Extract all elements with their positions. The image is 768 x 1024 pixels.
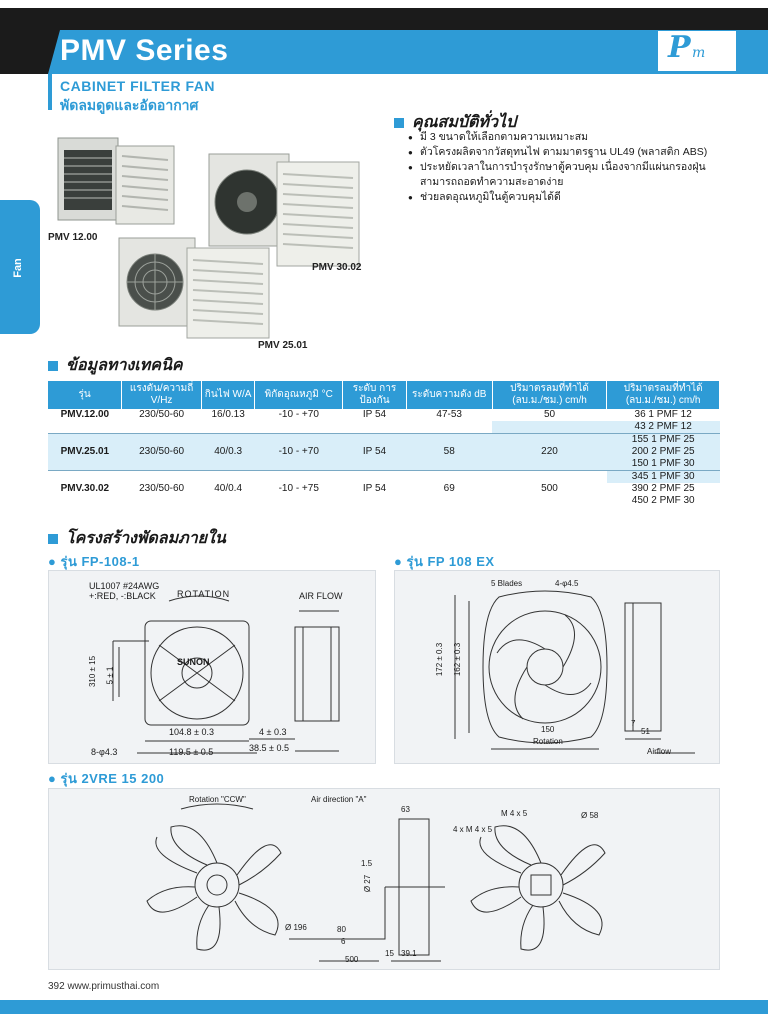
cell-filter: 43 2 PMF 12: [607, 421, 720, 434]
subtitle-accent-line: [48, 74, 52, 110]
diagram-label: 15: [385, 949, 394, 958]
diagram-2vre-drawing: [49, 789, 721, 971]
spec-table: [48, 381, 720, 507]
diagram-label: Ø 58: [581, 811, 599, 820]
cell-model: PMV.12.00: [48, 409, 122, 421]
heading-square-icon: [394, 118, 404, 128]
diagram-label: 80: [337, 925, 346, 934]
cell-flow: 50: [492, 409, 607, 421]
col-header-db: ระดับความดัง dB: [406, 381, 492, 409]
cell-db: 69: [406, 483, 492, 495]
cell-voltage: 230/50-60: [122, 446, 202, 458]
product-label-pmv-30: PMV 30.02: [312, 262, 362, 273]
cell-power: 16/0.13: [202, 409, 255, 421]
table-row: [48, 471, 720, 484]
cell-voltage: 230/50-60: [122, 409, 202, 421]
heading-square-icon: [48, 534, 58, 544]
product-label-pmv-25: PMV 25.01: [258, 340, 308, 351]
cell-model: PMV.30.02: [48, 483, 122, 495]
logo-sub-letter: m: [692, 45, 706, 61]
diagram-fp108-ex: [394, 570, 720, 764]
table-row: [48, 434, 720, 447]
diagram-label: 38.5 ± 0.5: [249, 743, 289, 753]
diagram-label: SUNON: [177, 657, 210, 667]
diagram-label: Rotation: [533, 737, 563, 746]
diagram-label: 500: [345, 955, 359, 964]
cell-filter: 200 2 PMF 25: [607, 446, 720, 458]
diagram-label: 51: [641, 727, 650, 736]
diagram-label: Ø 27: [363, 874, 373, 893]
feature-item: ● ประหยัดเวลาในการบำรุงรักษาตู้ควบคุม เนื่องจากมีแผ่นกรองฝุ่น สามารถถอดทำความสะอาดง่าย: [408, 160, 728, 190]
series-title: PMV Series: [60, 34, 229, 67]
structure-title: โครงสร้างพัดลมภายใน: [66, 530, 226, 547]
cell-filter: 155 1 PMF 25: [607, 434, 720, 447]
diagram-label: 39.1: [401, 949, 417, 958]
cell-flow: 500: [492, 483, 607, 495]
diagram-label: 5 Blades: [491, 579, 523, 588]
cell-ip: IP 54: [343, 446, 406, 458]
cell-power: 40/0.4: [202, 483, 255, 495]
diagram-label: AIR FLOW: [299, 591, 343, 601]
diagram-label: 119.5 ± 0.5: [169, 747, 214, 757]
diagram-2vre: [48, 788, 720, 970]
cell-db: 58: [406, 446, 492, 458]
table-row: [48, 483, 720, 495]
table-row: [48, 446, 720, 458]
spec-table-header-row: [48, 381, 720, 409]
col-header-filter-flow: ปริมาตรลมที่ทำได้ (ลบ.ม./ชม.) cm/h: [607, 381, 720, 409]
tech-title: ข้อมูลทางเทคนิค: [66, 357, 183, 374]
cell-db: 47-53: [406, 409, 492, 421]
table-row: [48, 495, 720, 507]
product-label-pmv-12: PMV 12.00: [48, 232, 98, 243]
col-header-model: รุ่น: [48, 381, 122, 409]
heading-square-icon: [48, 361, 58, 371]
cell-ip: IP 54: [343, 483, 406, 495]
features-title: คุณสมบัติทั่วไป: [412, 114, 517, 131]
cell-temp: -10 - +75: [255, 483, 343, 495]
col-header-ip: ระดับ การป้องกัน: [343, 381, 406, 409]
cell-filter: 36 1 PMF 12: [607, 409, 720, 421]
diagram-label: 4 x M 4 x 5: [453, 825, 493, 834]
cell-flow: 220: [492, 446, 607, 458]
cell-power: 40/0.3: [202, 446, 255, 458]
col-header-temp: พิกัดอุณหภูมิ °C: [255, 381, 343, 409]
cell-temp: -10 - +70: [255, 446, 343, 458]
diagram-label: Rotation "CCW": [189, 795, 246, 804]
structure-heading: [48, 526, 226, 551]
feature-item: ● ตัวโครงผลิตจากวัสดุทนไฟ ตามมาตรฐาน UL49 (พลาสติก ABS): [408, 145, 728, 160]
table-row: [48, 421, 720, 434]
diagram-label: 1.5: [361, 859, 373, 868]
top-black-band: [0, 8, 768, 30]
diagram-label: 162 ± 0.3: [453, 642, 463, 677]
product-image-pmv-25: [115, 228, 275, 340]
diagram-label: Airflow: [647, 747, 672, 756]
tech-heading: [48, 353, 183, 378]
features-list: [408, 130, 728, 205]
diagram-label: 4-φ4.5: [555, 579, 579, 588]
product-image-pmv-12: [50, 130, 190, 230]
diagram-label: 4 ± 0.3: [259, 727, 287, 737]
diagram-label: 150: [541, 725, 555, 734]
side-tab-label: Fan: [11, 258, 24, 278]
cell-ip: IP 54: [343, 409, 406, 421]
logo-letter: P: [668, 30, 691, 65]
diagram-label: 63: [401, 805, 410, 814]
diagram-label: 172 ± 0.3: [435, 642, 445, 677]
diagram-label: ROTATION: [177, 589, 231, 599]
col-header-voltage: แรงดัน/ความถี่ V/Hz: [122, 381, 202, 409]
cell-temp: -10 - +70: [255, 409, 343, 421]
col-header-flow: ปริมาตรลมที่ทำได้ (ลบ.ม./ชม.) cm/h: [492, 381, 607, 409]
subtitle-thai: พัดลมดูดและอัดอากาศ: [60, 97, 199, 113]
diagram-label: +:RED, -:BLACK: [89, 591, 156, 601]
diagram-label: 7: [631, 719, 636, 728]
cell-model: PMV.25.01: [48, 446, 122, 458]
table-row: [48, 409, 720, 421]
feature-item: ● ช่วยลดอุณหภูมิในตู้ควบคุมได้ดี: [408, 190, 728, 205]
cell-voltage: 230/50-60: [122, 483, 202, 495]
subtitle-english: CABINET FILTER FAN: [60, 78, 215, 94]
footer-band: [0, 1000, 768, 1014]
cell-filter: 390 2 PMF 25: [607, 483, 720, 495]
diagram-label: M 4 x 5: [501, 809, 528, 818]
diagram-label: 8-φ4.3: [91, 747, 118, 757]
footer-text: 392 www.primusthai.com: [48, 981, 160, 992]
cell-filter: 345 1 PMF 30: [607, 471, 720, 484]
diagram-label: Air direction "A": [311, 795, 367, 804]
col-header-power: กินไฟ W/A: [202, 381, 255, 409]
diagram-label: UL1007 #24AWG: [89, 581, 160, 591]
diagram-heading-fp108-1: ● รุ่น FP-108-1: [48, 554, 140, 569]
cell-filter: 450 2 PMF 30: [607, 495, 720, 507]
diagram-heading-fp108-ex: ● รุ่น FP 108 EX: [394, 554, 495, 569]
diagram-label: 310 ± 15: [88, 655, 98, 688]
diagram-label: 5 ± 1: [105, 666, 115, 685]
table-row: [48, 458, 720, 471]
diagram-label: 104.8 ± 0.3: [169, 727, 214, 737]
diagram-fp108-1: [48, 570, 376, 764]
diagram-heading-2vre: ● รุ่น 2VRE 15 200: [48, 771, 165, 786]
feature-item: ● มี 3 ขนาดให้เลือกตามความเหมาะสม: [408, 130, 728, 145]
diagram-label: Ø 196: [285, 923, 307, 932]
diagram-label: 6: [341, 937, 346, 946]
cell-filter: 150 1 PMF 30: [607, 458, 720, 471]
